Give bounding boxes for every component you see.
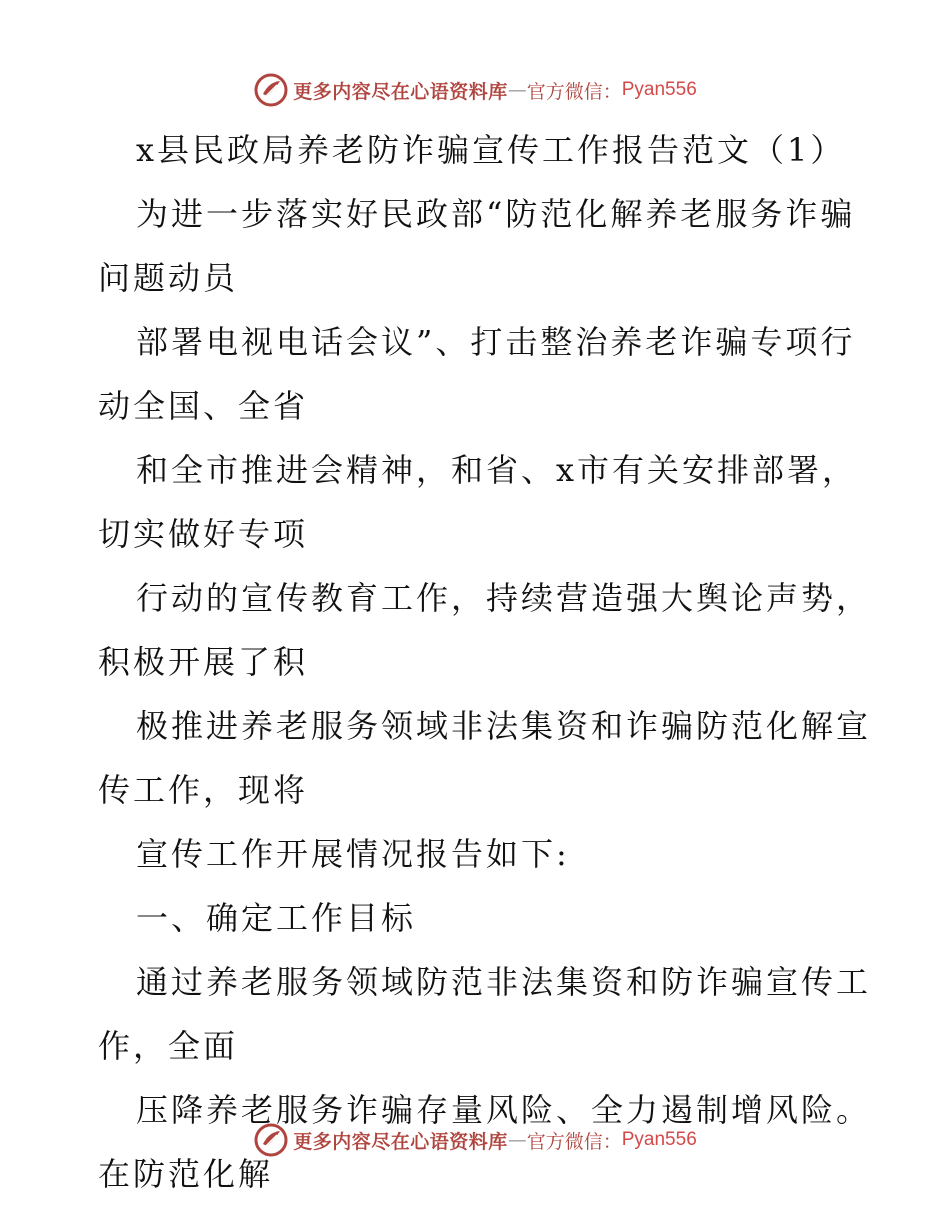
footer-banner [0, 1120, 950, 1160]
paragraph-line: 动全国、全省 [98, 387, 309, 425]
document-title: x县民政局养老防诈骗宣传工作报告范文（1） [136, 131, 846, 169]
banner-official-label: 官方微信： [526, 80, 622, 103]
paragraph-line: 极推进养老服务领域非法集资和诈骗防范化解宣 [136, 707, 872, 745]
section-heading: 一、确定工作目标 [136, 899, 417, 937]
banner-main-text: 更多内容尽在心语资料库 [293, 80, 508, 103]
banner-main-text: 更多内容尽在心语资料库 [293, 1130, 508, 1153]
logo-icon [253, 1122, 289, 1158]
banner-dash: — [507, 1129, 527, 1151]
paragraph-line: 压降养老服务诈骗存量风险、全力遏制增风险。 [136, 1091, 872, 1129]
paragraph-line: 在防范化解 [98, 1155, 274, 1193]
paragraph-line: 作，全面 [98, 1027, 239, 1065]
banner-dash: — [507, 79, 527, 101]
paragraph-line: 宣传工作开展情况报告如下: [136, 835, 570, 873]
paragraph-line: 为进一步落实好民政部“防范化解养老服务诈骗 [136, 195, 856, 233]
paragraph-line: 积极开展了积 [98, 643, 309, 681]
logo-icon [253, 72, 289, 108]
paragraph-line: 通过养老服务领域防范非法集资和防诈骗宣传工 [136, 963, 872, 1001]
header-banner [0, 70, 950, 110]
document-body [98, 118, 872, 1206]
paragraph-line: 部署电视电话会议”、打击整治养老诈骗专项行 [136, 323, 856, 361]
paragraph-line: 问题动员 [98, 259, 239, 297]
paragraph-line: 传工作，现将 [98, 771, 309, 809]
paragraph-line: 和全市推进会精神，和省、x市有关安排部署， [136, 451, 858, 489]
banner-wechat-id: Pyan556 [621, 79, 697, 100]
paragraph-line: 行动的宣传教育工作，持续营造强大舆论声势， [136, 579, 872, 617]
banner-wechat-id: Pyan556 [621, 1129, 697, 1150]
paragraph-line: 切实做好专项 [98, 515, 309, 553]
banner-official-label: 官方微信： [526, 1130, 622, 1153]
